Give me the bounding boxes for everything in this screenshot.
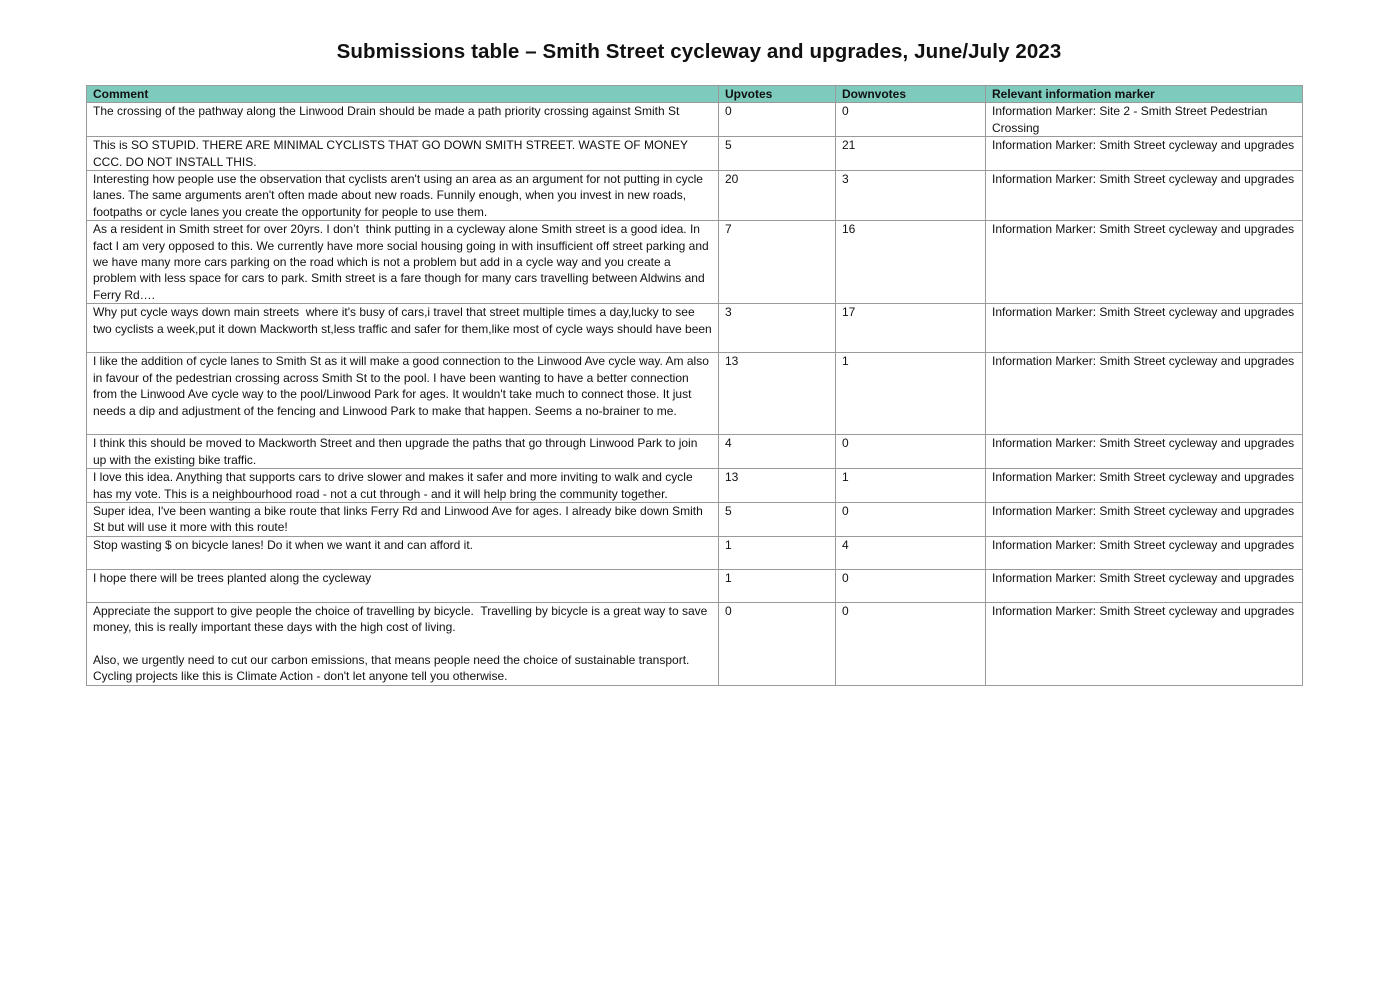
- downvotes-cell: 17: [836, 304, 986, 353]
- table-row: [87, 103, 1303, 137]
- marker-cell: Information Marker: Smith Street cycleway and upgrades: [986, 171, 1303, 221]
- table-row: [87, 353, 1303, 435]
- downvotes-cell: 16: [836, 221, 986, 304]
- downvotes-cell: 21: [836, 137, 986, 171]
- comment-cell: The crossing of the pathway along the Linwood Drain should be made a path priority crossing against Smith St: [87, 103, 719, 137]
- marker-cell: Information Marker: Smith Street cycleway and upgrades: [986, 602, 1303, 685]
- column-header-upvotes: Upvotes: [719, 86, 836, 103]
- upvotes-cell: 1: [719, 536, 836, 569]
- downvotes-cell: 3: [836, 171, 986, 221]
- upvotes-cell: 3: [719, 304, 836, 353]
- upvotes-cell: 20: [719, 171, 836, 221]
- column-header-comment: Comment: [87, 86, 719, 103]
- table-row: [87, 502, 1303, 536]
- comment-cell: This is SO STUPID. THERE ARE MINIMAL CYCLISTS THAT GO DOWN SMITH STREET. WASTE OF MONEY CCC. DO NOT INSTALL THIS.: [87, 137, 719, 171]
- marker-cell: Information Marker: Smith Street cycleway and upgrades: [986, 221, 1303, 304]
- upvotes-cell: 0: [719, 602, 836, 685]
- comment-cell: I think this should be moved to Mackworth Street and then upgrade the paths that go through Linwood Park to join up with the existing bike traffic.: [87, 435, 719, 469]
- upvotes-cell: 5: [719, 137, 836, 171]
- upvotes-cell: 5: [719, 502, 836, 536]
- column-header-downvotes: Downvotes: [836, 86, 986, 103]
- comment-cell: I hope there will be trees planted along the cycleway: [87, 569, 719, 602]
- table-row: [87, 304, 1303, 353]
- page-title: Submissions table – Smith Street cycleway and upgrades, June/July 2023: [336, 40, 1062, 63]
- downvotes-cell: 1: [836, 469, 986, 503]
- column-header-marker: Relevant information marker: [986, 86, 1303, 103]
- comment-cell: Interesting how people use the observation that cyclists aren't using an area as an argument for not putting in cycle lanes. The same arguments aren't often made about new roads. Funnily enough, when you invest in new roads, footpaths or cycle lanes you create the opportunity for people to use them.: [87, 171, 719, 221]
- downvotes-cell: 0: [836, 502, 986, 536]
- upvotes-cell: 13: [719, 469, 836, 503]
- table-row: [87, 602, 1303, 685]
- marker-cell: Information Marker: Smith Street cycleway and upgrades: [986, 536, 1303, 569]
- submissions-table: [86, 85, 1303, 686]
- downvotes-cell: 0: [836, 569, 986, 602]
- table-row: [87, 221, 1303, 304]
- marker-cell: Information Marker: Smith Street cycleway and upgrades: [986, 502, 1303, 536]
- upvotes-cell: 7: [719, 221, 836, 304]
- downvotes-cell: 4: [836, 536, 986, 569]
- comment-cell: As a resident in Smith street for over 20yrs. I don’t think putting in a cycleway alone Smith street is a good idea. In fact I am very opposed to this. We currently have more social housing going in with insufficient off street parking and we have many more cars parking on the road which is not a problem but add in a cycle way and you create a problem with less space for cars to park. Smith street is a fare though for many cars travelling between Aldwins and Ferry Rd….: [87, 221, 719, 304]
- table-row: [87, 536, 1303, 569]
- marker-cell: Information Marker: Smith Street cycleway and upgrades: [986, 353, 1303, 435]
- comment-cell: Super idea, I've been wanting a bike route that links Ferry Rd and Linwood Ave for ages. I already bike down Smith St but will use it more with this route!: [87, 502, 719, 536]
- comment-cell: Stop wasting $ on bicycle lanes! Do it when we want it and can afford it.: [87, 536, 719, 569]
- table-row: [87, 171, 1303, 221]
- table-header-row: [87, 86, 1303, 103]
- table-row: [87, 469, 1303, 503]
- marker-cell: Information Marker: Smith Street cycleway and upgrades: [986, 137, 1303, 171]
- downvotes-cell: 0: [836, 103, 986, 137]
- downvotes-cell: 0: [836, 435, 986, 469]
- comment-cell: Appreciate the support to give people the choice of travelling by bicycle. Travelling by bicycle is a great way to save money, this is really important these days with the high cost of living. Also, we urgently need to cut our carbon emissions, that means people need the choice of sustainable transport. Cycling projects like this is Climate Action - don't let anyone tell you otherwise.: [87, 602, 719, 685]
- marker-cell: Information Marker: Smith Street cycleway and upgrades: [986, 469, 1303, 503]
- comment-cell: Why put cycle ways down main streets where it's busy of cars,i travel that street multiple times a day,lucky to see two cyclists a week,put it down Mackworth st,less traffic and safer for them,like most of cycle ways should have been: [87, 304, 719, 353]
- upvotes-cell: 4: [719, 435, 836, 469]
- table-row: [87, 435, 1303, 469]
- marker-cell: Information Marker: Smith Street cycleway and upgrades: [986, 435, 1303, 469]
- table-row: [87, 569, 1303, 602]
- comment-cell: I love this idea. Anything that supports cars to drive slower and makes it safer and more inviting to walk and cycle has my vote. This is a neighbourhood road - not a cut through - and it will help bring the community together.: [87, 469, 719, 503]
- downvotes-cell: 1: [836, 353, 986, 435]
- comment-cell: I like the addition of cycle lanes to Smith St as it will make a good connection to the Linwood Ave cycle way. Am also in favour of the pedestrian crossing across Smith St to the pool. I have been wanting to have a better connection from the Linwood Ave cycle way to the pool/Linwood Park for ages. It wouldn't take much to connect those. It just needs a dip and adjustment of the fencing and Linwood Park to make that happen. Seems a no-brainer to me.: [87, 353, 719, 435]
- marker-cell: Information Marker: Site 2 - Smith Street Pedestrian Crossing: [986, 103, 1303, 137]
- upvotes-cell: 1: [719, 569, 836, 602]
- upvotes-cell: 13: [719, 353, 836, 435]
- marker-cell: Information Marker: Smith Street cycleway and upgrades: [986, 304, 1303, 353]
- downvotes-cell: 0: [836, 602, 986, 685]
- upvotes-cell: 0: [719, 103, 836, 137]
- table-row: [87, 137, 1303, 171]
- marker-cell: Information Marker: Smith Street cycleway and upgrades: [986, 569, 1303, 602]
